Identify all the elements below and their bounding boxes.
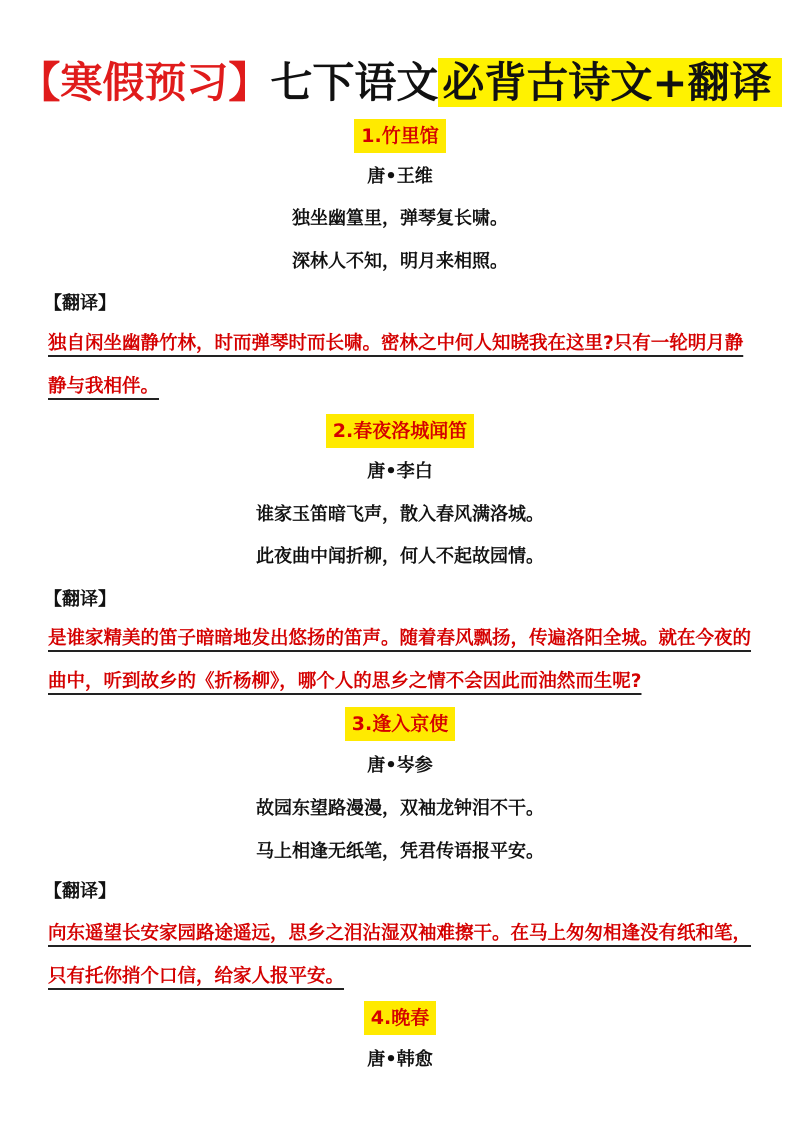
translation-text bbox=[48, 912, 760, 998]
poem-author: 唐•韩愈 bbox=[367, 1049, 433, 1070]
poem-title-text: 2.春夜洛城闻笛 bbox=[326, 414, 474, 448]
translation-text bbox=[48, 617, 760, 703]
translation-content: 独自闲坐幽静竹林，时而弹琴时而长啸。密林之中何人知晓我在这里?只有一轮明月静静与我相伴。 bbox=[48, 333, 744, 397]
poem-title bbox=[0, 1001, 800, 1035]
poem-line: 独坐幽篁里，弹琴复长啸。 bbox=[292, 208, 508, 229]
poem-line: 马上相逢无纸笔，凭君传语报平安。 bbox=[256, 841, 544, 862]
poem-line: 谁家玉笛暗飞声，散入春风满洛城。 bbox=[256, 504, 544, 525]
page-title bbox=[0, 48, 800, 118]
poem-title bbox=[0, 414, 800, 448]
poem-author: 唐•李白 bbox=[367, 461, 433, 482]
translation-label: 【翻译】 bbox=[44, 881, 116, 902]
translation-label: 【翻译】 bbox=[44, 293, 116, 314]
poem-author: 唐•岑参 bbox=[367, 755, 433, 776]
poem-title-text: 3.逢入京使 bbox=[345, 707, 455, 741]
title-highlight: 必背古诗文+翻译 bbox=[438, 58, 781, 107]
poem-author: 唐•王维 bbox=[367, 166, 433, 187]
translation-content: 是谁家精美的笛子暗暗地发出悠扬的笛声。随着春风飘扬，传遍洛阳全城。就在今夜的曲中，听到故乡的《折杨柳》，哪个人的思乡之情不会因此而油然而生呢? bbox=[48, 628, 752, 692]
poem-title-text: 4.晚春 bbox=[364, 1001, 436, 1035]
title-subject: 七下语文 bbox=[270, 58, 439, 107]
poem-title-text: 1.竹里馆 bbox=[354, 119, 445, 153]
poem-line: 故园东望路漫漫，双袖龙钟泪不干。 bbox=[256, 798, 544, 819]
translation-label: 【翻译】 bbox=[44, 589, 116, 610]
poem-line: 深林人不知，明月来相照。 bbox=[292, 251, 508, 272]
poem-line: 此夜曲中闻折柳，何人不起故园情。 bbox=[256, 546, 544, 567]
title-bracket: 【寒假预习】 bbox=[18, 58, 271, 107]
poem-title bbox=[0, 707, 800, 741]
poem-title bbox=[0, 119, 800, 153]
translation-text bbox=[48, 322, 760, 408]
translation-content: 向东遥望长安家园路途遥远，思乡之泪沾湿双袖难擦干。在马上匆匆相逢没有纸和笔，只有托你捎个口信，给家人报平安。 bbox=[48, 923, 752, 987]
